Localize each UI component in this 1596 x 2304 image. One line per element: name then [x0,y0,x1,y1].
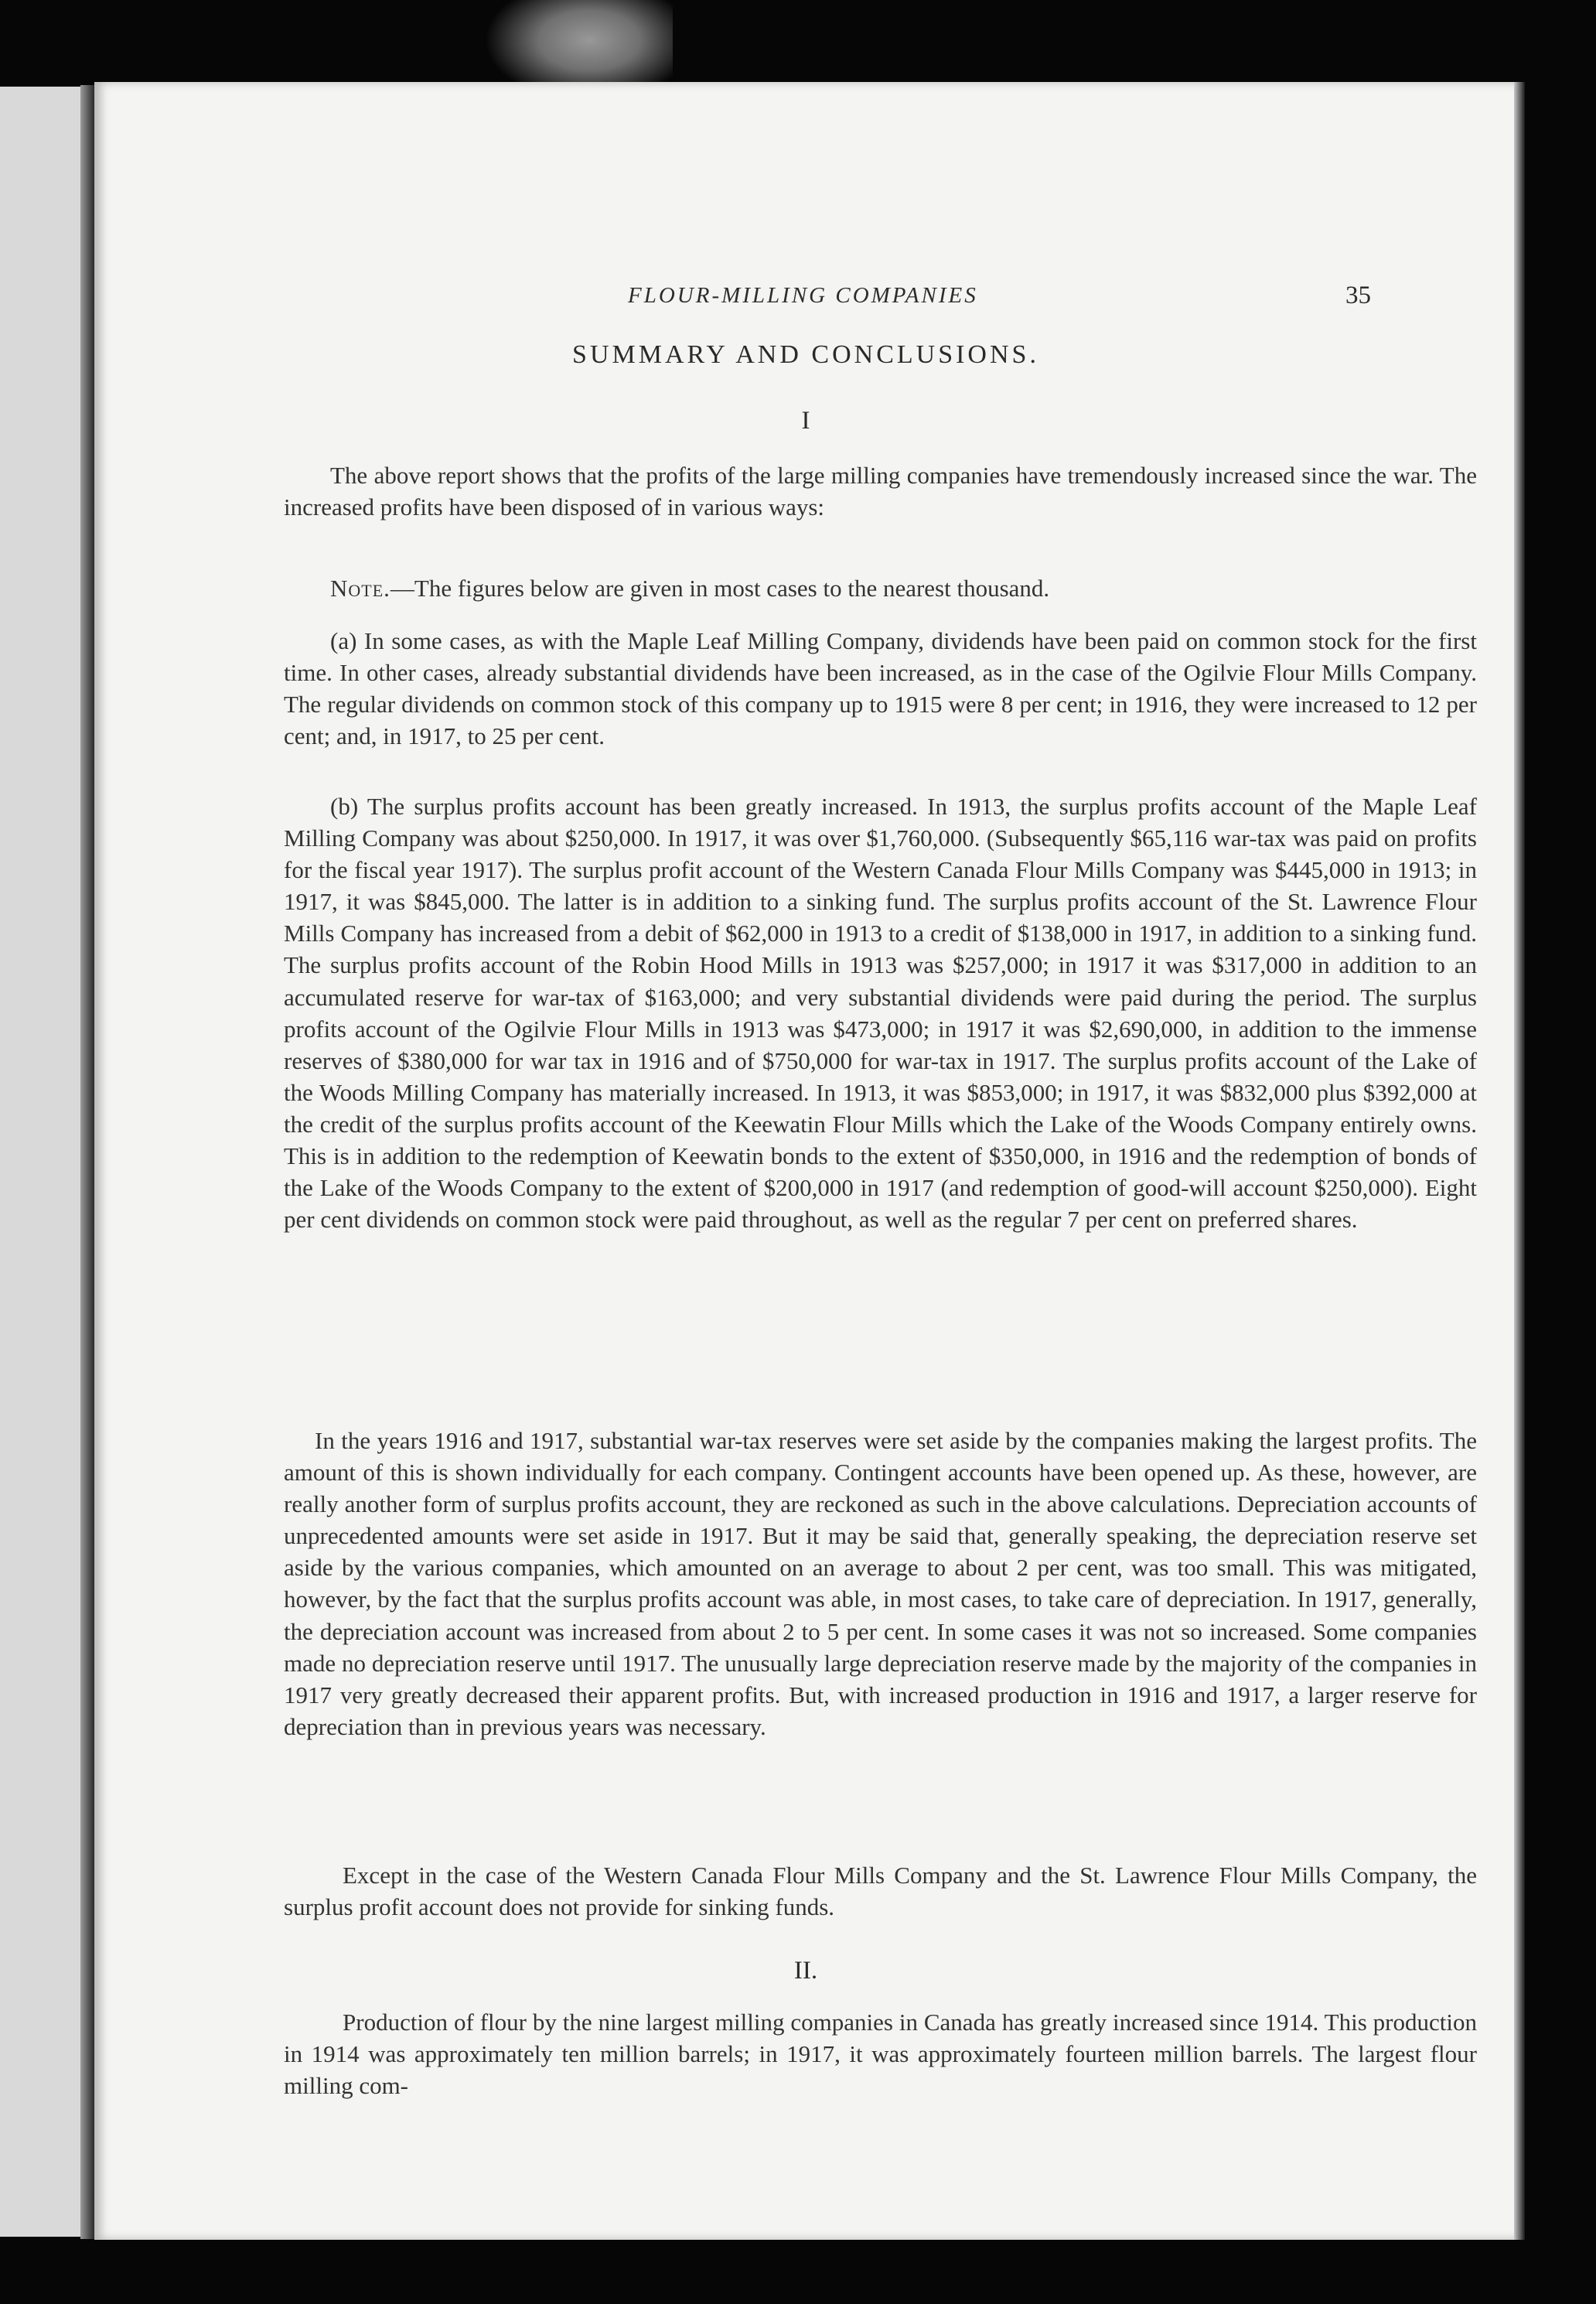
paragraph-b: (b) The surplus profits account has been greatly increased. In 1913, the surplus profits account of the Maple Leaf Milling Company was about $250,000. In 1917, it was over $1,760,000. (Subsequently $65,116 war-tax was paid on profits for the fiscal year 1917). The surplus profit account of the Western Canada Flour Mills Company was $445,000 in 1913; in 1917, it was $845,000. The latter is in addition to a sinking fund. The surplus profits account of the St. Lawrence Flour Mills Company has increased from a debit of $62,000 in 1913 to a credit of $138,000 in 1917, in addition to a sinking fund. The surplus profits account of the Robin Hood Mills in 1913 was $257,000; in 1917 it was $317,000 in addition to an accumulated reserve for war-tax of $163,000; and very substantial dividends were paid during the period. The surplus profits account of the Ogilvie Flour Mills in 1913 was $473,000; in 1917 it was $2,690,000, in addition to the immense reserves of $380,000 for war tax in 1916 and of $750,000 for war-tax in 1917. The surplus profits account of the Lake of the Woods Milling Company has materially increased. In 1913, it was $853,000; in 1917, it was $832,000 plus $392,000 at the credit of the surplus profits account of the Keewatin Flour Mills which the Lake of the Woods Company entirely owns. This is in addition to the redemption of Keewatin bonds to the extent of $350,000, in 1916 and the redemption of bonds of the Lake of the Woods Company to the extent of $200,000 in 1917 (and redemption of good-will account $250,000). Eight per cent dividends on common stock were paid throughout, as well as the regular 7 per cent on preferred shares. [284,793,1477,1234]
note-text: —The figures below are given in most cases to the nearest thousand. [390,575,1050,602]
page-edge-shadow [1514,82,1525,2240]
running-head-title: FLOUR-MILLING COMPANIES [628,283,978,308]
running-head [94,278,1517,317]
paragraph-production: Production of flour by the nine largest milling companies in Canada has greatly increased since 1914. This production in 1914 was approximately ten million barrels; in 1917, it was approximately fourteen million barrels. The largest flour milling com- [284,2009,1477,2100]
section-title: SUMMARY AND CONCLUSIONS. [572,340,1039,369]
section-number-one: I [801,407,810,435]
book-gutter [80,85,94,2239]
paragraph-intro: The above report shows that the profits of the large milling companies have tremendously increased since the war. The increased profits have been disposed of in various ways: [284,462,1477,521]
paragraph-war-tax: In the years 1916 and 1917, substantial war-tax reserves were set aside by the companies making the largest profits. The amount of this is shown individually for each company. Contingent accounts have been opened up. As these, however, are really another form of surplus profits account, they are reckoned as such in the above calculations. Depreciation accounts of unprecedented amounts were set aside in 1917. But it may be said that, generally speaking, the depreciation reserve set aside by the various companies, which amounted on an average to about 2 per cent, was too small. This was mitigated, however, by the fact that the surplus profits account was able, in most cases, to take care of depreciation. In 1917, generally, the depreciation account was increased from about 2 to 5 per cent. In some cases it was not so increased. Some companies made no depreciation reserve until 1917. The unusually large depreciation reserve made by the majority of the companies in 1917 very greatly decreased their apparent profits. But, with increased production in 1916 and 1917, a larger reserve for depreciation than in previous years was necessary. [284,1427,1477,1740]
document-page [94,82,1517,2240]
section-number-two: II. [793,1957,818,1985]
paragraph-a: (a) In some cases, as with the Maple Leaf Milling Company, dividends have been paid on common stock for the first time. In other cases, already substantial dividends have been increased, as in the case of the Ogilvie Flour Mills Company. The regular dividends on common stock of this company up to 1915 were 8 per cent; in 1916, they were increased to 12 per cent; and, in 1917, to 25 per cent. [284,627,1477,750]
paragraph-note [284,572,1477,604]
note-lead: Note. [330,575,390,602]
page-number: 35 [1345,282,1371,309]
facing-page-edge [0,87,87,2237]
paragraph-sinking-funds: Except in the case of the Western Canada Flour Mills Company and the St. Lawrence Flour Mills Company, the surplus profit account does not provide for sinking funds. [284,1862,1477,1921]
